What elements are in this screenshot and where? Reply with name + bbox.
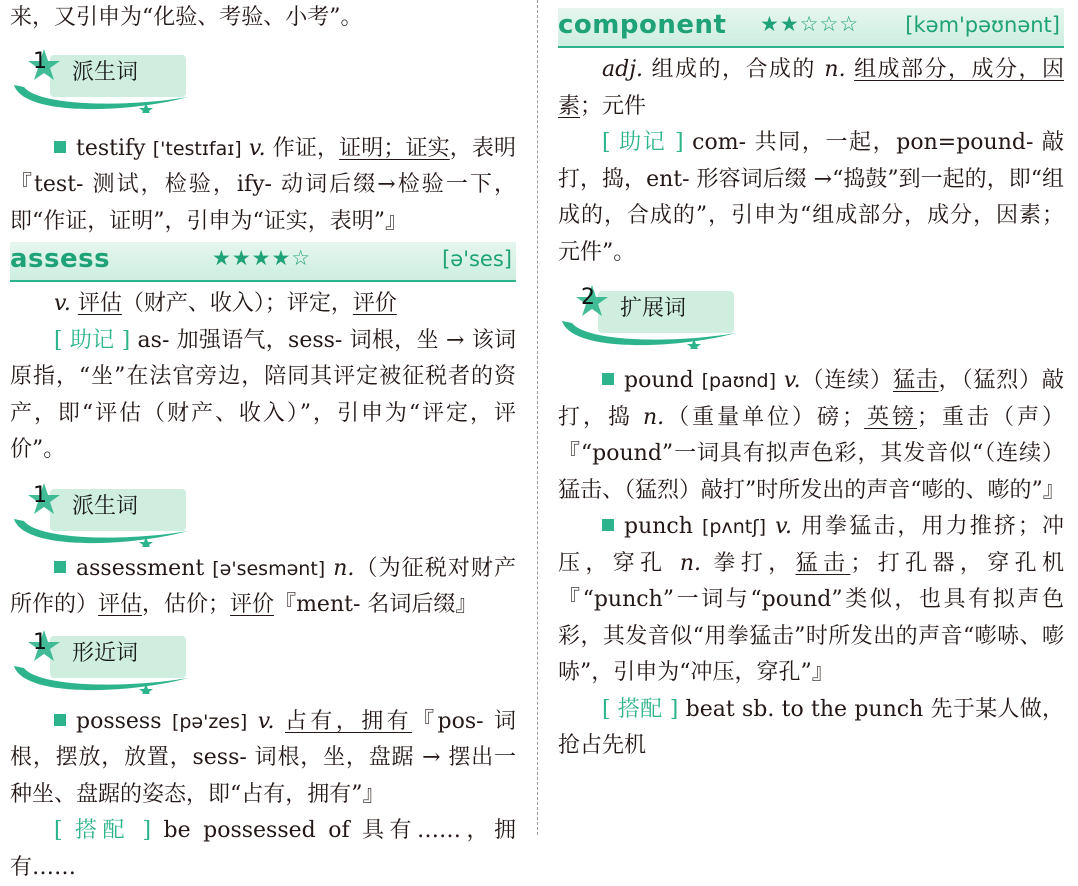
meaning: ，（猛烈）敲打，捣 [558,368,1064,430]
entry-headword: possess [76,708,162,734]
badge-number: 1 [33,482,47,508]
collocation-tag: [ 搭配 ] [602,696,679,722]
headword-ipa: [ə'ses] [442,247,512,271]
entry-pos: n. [679,550,702,576]
bullet-square-icon [602,519,614,531]
entry-ipa: ['testɪfaɪ] [152,137,242,160]
component-mnemonic [558,125,1064,271]
punch-collocation [558,692,1064,765]
section-badge-similar [10,628,516,694]
entry-pos: v. [783,368,801,393]
entry-testify [10,131,516,241]
meaning-underlined: 因素 [558,57,1064,119]
badge-label: 派生词 [72,493,139,519]
entry-ipa: [pə'zes] [171,710,248,733]
meaning: ，估价； [142,592,231,617]
word-header-assess [10,242,516,282]
component-definition [558,52,1064,125]
badge-number: 1 [33,629,47,655]
right-column [558,0,1064,765]
mnemonic-tag: [ 助记 ] [54,327,131,353]
meaning: 拳打， [713,550,796,576]
entry-pound [558,363,1064,509]
entry-headword: assessment [76,555,205,581]
meaning: 作证， [272,135,340,161]
bullet-square-icon [54,561,66,573]
entry-headword: punch [624,514,693,539]
mnemonic-tag: [ 助记 ] [602,130,684,155]
assess-mnemonic [10,323,516,469]
collocation-text: beat sb. to the punch 先于某人做，抢占先机 [558,696,1064,758]
etymology: 『ment- 名词后缀』 [274,592,478,617]
possess-collocation [10,813,516,886]
section-badge-derived [10,47,516,113]
entry-ipa: [pʌntʃ] [702,516,767,538]
entry-pos: adj. [602,57,644,82]
meaning: （连续） [800,368,893,393]
mnemonic-text: com- 共同，一起，pon=pound- 敲打，捣，ent- 形容词后缀 →“捣鼓”到一起的，即“组成的，合成的”，引申为“组成部分，成分，因素；元件”。 [558,130,1064,265]
meaning-underlined: 评价 [352,291,397,316]
column-divider [537,0,538,835]
meaning: 组成的，合成的 [643,57,816,82]
frequency-stars: ★★★★☆ [212,246,312,270]
entry-ipa: [paʊnd] [701,370,776,392]
etymology: ；打孔器，穿孔机『“punch”一词与“pound”类似，也具有拟声色彩，其发音似“用拳猛击”时所发出的声音“嘭哧、嘭哧”，引申为“冲压，穿孔”』 [558,550,1064,685]
entry-pos: n. [824,57,846,82]
etymology: ；重击（声）『“pound”一词具有拟声色彩，其发音似“（连续）猛击、（猛烈）敲打”时所发出的声音“嘭的、嘭的”』 [558,404,1065,503]
entry-assessment [10,551,516,624]
word-header-component [558,8,1064,48]
entry-headword: pound [624,368,694,393]
meaning-underlined: 评估 [98,592,143,617]
entry-pos: v. [248,135,266,161]
meaning: （财产、收入）；评定， [121,291,353,316]
meaning-underlined: 组成部分，成分， [854,57,1042,82]
etymology: 『pos- 词根，摆放，放置，sess- 词根，坐，盘踞 → 摆出一种坐、盘踞的姿态，即“占有，拥有”』 [10,708,516,807]
meaning-underlined: 占有，拥有 [284,708,413,734]
meaning-underlined: 评估 [77,291,122,316]
entry-pos: v. [257,708,275,734]
meaning-underlined: 评价 [230,592,275,617]
meaning-underlined: 猛击 [892,368,939,393]
etymology: ，表明『test- 测试，检验，ify- 动词后缀→检验一下，即“作证，证明”，引申为“证实，表明”』 [10,135,516,234]
badge-number: 2 [581,285,595,310]
entry-headword: testify [76,135,146,161]
meaning: ；元件 [580,93,647,119]
entry-pos: v. [775,514,792,539]
entry-pos: n. [642,404,665,430]
badge-label: 形近词 [72,640,139,666]
mnemonic-text: as- 加强语气，sess- 词根，坐 → 该词原指，“坐”在法官旁边，陪同其评定被征税者的资产，即“评估（财产、收入）”，引申为“评定，评价”。 [10,327,516,462]
assess-definition [10,286,516,323]
entry-punch [558,509,1064,692]
meaning: 用拳猛击，用力推挤；冲压，穿孔 [558,514,1064,576]
badge-number: 1 [33,48,47,74]
frequency-stars: ★★☆☆☆ [760,12,860,36]
headword: component [558,10,727,40]
meaning-underlined: 猛击 [795,550,851,576]
badge-label: 扩展词 [620,296,687,321]
section-badge-extended [558,283,1064,349]
meaning-underlined: 证明；证实 [339,135,450,161]
headword-ipa: [kəm'pəʊnənt] [905,13,1060,37]
entry-pos: n. [333,555,355,581]
meaning: （重量单位）磅； [664,404,865,430]
badge-label: 派生词 [72,59,139,85]
collocation-tag: [ 搭配 ] [54,818,152,843]
intro-text: 来，又引申为“化验、考验、小考”。 [10,5,363,30]
bullet-square-icon [602,373,614,385]
left-column [10,0,516,886]
bullet-square-icon [54,714,66,726]
collocation-text: be possessed of 具有……，拥有…… [10,818,516,880]
entry-possess [10,704,516,814]
entry-pos: v. [54,291,71,316]
meaning-underlined: 英镑 [864,404,918,430]
headword: assess [10,244,111,274]
bullet-square-icon [54,141,66,153]
entry-ipa: [ə'sesmənt] [212,557,326,580]
meaning: （为征税对财产所作的） [10,555,516,617]
section-badge-derived-2 [10,481,516,547]
